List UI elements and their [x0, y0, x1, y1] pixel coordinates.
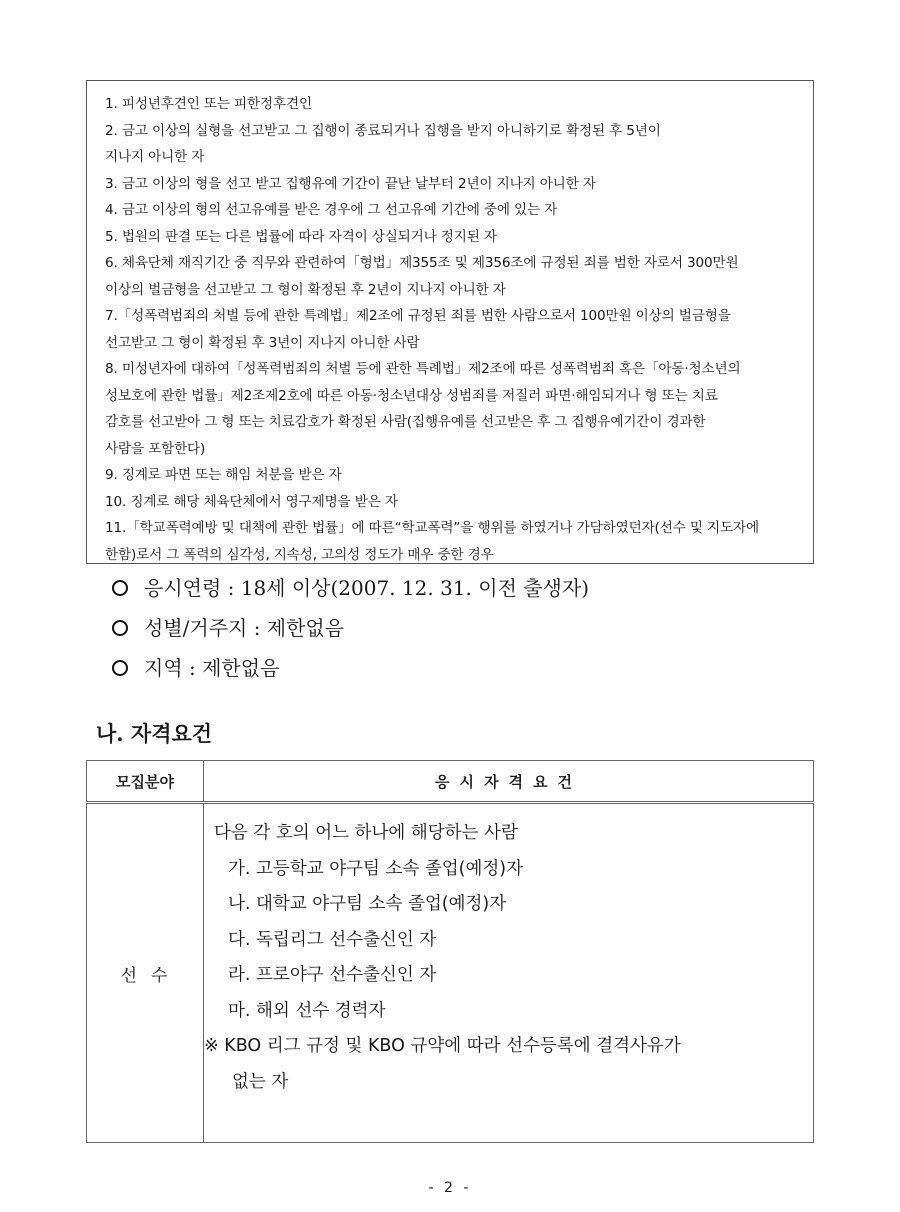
requirement-item: 나. 대학교 야구팀 소속 졸업(예정)자: [228, 894, 507, 914]
circle-bullet-icon: [112, 580, 128, 596]
disqualification-item: 선고받고 그 형이 확정된 후 3년이 지나지 아니한 사람: [105, 334, 420, 351]
requirement-intro: 다음 각 호의 어느 하나에 해당하는 사람: [214, 823, 518, 843]
eligibility-bullets: [112, 568, 589, 688]
disqualification-item: 3. 금고 이상의 형을 선고 받고 집행유예 기간이 끝난 날부터 2년이 지나지 아니한 자: [105, 175, 596, 192]
disqualification-item: 2. 금고 이상의 실형을 선고받고 그 집행이 종료되거나 집행을 받지 아니하기로 확정된 후 5년이: [105, 122, 661, 139]
disqualification-item: 4. 금고 이상의 형의 선고유예를 받은 경우에 그 선고유예 기간에 중에 있는 자: [105, 202, 558, 218]
section-title: 나. 자격요건: [96, 721, 213, 746]
disqualification-item: 사람을 포함한다): [105, 440, 206, 457]
bullet-text: 성별/거주지 : 제한없음: [144, 616, 345, 640]
bullet-region: [112, 648, 589, 688]
header-field: 모집분야: [87, 761, 204, 803]
disqualification-item: 지나지 아니한 자: [105, 149, 205, 165]
table-header-row: [87, 761, 814, 803]
page-number: - 2 -: [428, 1180, 472, 1196]
disqualification-item: 11.「학교폭력예방 및 대책에 관한 법률」에 따른“학교폭력”을 행위를 하였거나 가담하였던자(선수 및 지도자에: [105, 520, 759, 536]
circle-bullet-icon: [112, 660, 128, 676]
requirement-item: 마. 해외 선수 경력자: [228, 1000, 386, 1021]
header-requirements: 응시자격요건: [204, 761, 814, 803]
disqualification-item: 5. 법원의 판결 또는 다른 법률에 따라 자격이 상실되거나 정지된 자: [105, 228, 497, 245]
requirements-content: [204, 803, 814, 1143]
disqualification-item: 성보호에 관한 법률」제2조제2호에 따른 아동·청소년대상 성범죄를 저질러 파면·해임되거나 형 또는 치료: [105, 387, 718, 404]
disqualification-item: 감호를 선고받아 그 형 또는 치료감호가 확정된 사람(집행유예를 선고받은 후 그 집행유예기간이 경과한: [105, 414, 706, 430]
disqualification-item: 7.「성폭력범죄의 처벌 등에 관한 특례법」제2조에 규정된 죄를 범한 사람으로서 100만원 이상의 벌금형을: [105, 308, 731, 324]
disqualification-item: 9. 징계로 파면 또는 해임 처분을 받은 자: [105, 467, 342, 483]
requirement-note-cont: 없는 자: [232, 1071, 289, 1092]
requirement-item: 라. 프로야구 선수출신인 자: [228, 965, 437, 985]
disqualification-item: 10. 징계로 해당 체육단체에서 영구제명을 받은 자: [105, 493, 398, 510]
disqualification-item: 8. 미성년자에 대하여「성폭력범죄의 처벌 등에 관한 특례법」제2조에 따른 성폭력범죄 혹은「아동·청소년의: [105, 361, 741, 377]
disqualification-item: 한함)로서 그 폭력의 심각성, 지속성, 고의성 정도가 매우 중한 경우: [105, 546, 494, 563]
disqualification-item: 1. 피성년후견인 또는 피한정후견인: [105, 96, 312, 112]
requirement-item: 가. 고등학교 야구팀 소속 졸업(예정)자: [228, 858, 524, 879]
requirement-note: ※ KBO 리그 규정 및 KBO 규약에 따라 선수등록에 결격사유가: [204, 1036, 681, 1056]
disqualification-item: 6. 체육단체 재직기간 중 직무와 관련하여「형법」제355조 및 제356조에 규정된 죄를 범한 자로서 300만원: [105, 255, 739, 271]
requirements-table: [86, 760, 814, 1143]
field-player: 선수: [87, 803, 204, 1143]
table-row: [87, 803, 814, 1143]
bullet-text: 응시연령 : 18세 이상(2007. 12. 31. 이전 출생자): [144, 576, 590, 600]
requirement-item: 다. 독립리그 선수출신인 자: [228, 929, 437, 950]
circle-bullet-icon: [112, 620, 128, 636]
bullet-text: 지역 : 제한없음: [144, 656, 280, 680]
bullet-age: [112, 568, 589, 608]
disqualification-box: [86, 80, 814, 564]
disqualification-item: 이상의 벌금형을 선고받고 그 형이 확정된 후 2년이 지나지 아니한 자: [105, 281, 506, 298]
bullet-gender-residence: [112, 608, 589, 648]
